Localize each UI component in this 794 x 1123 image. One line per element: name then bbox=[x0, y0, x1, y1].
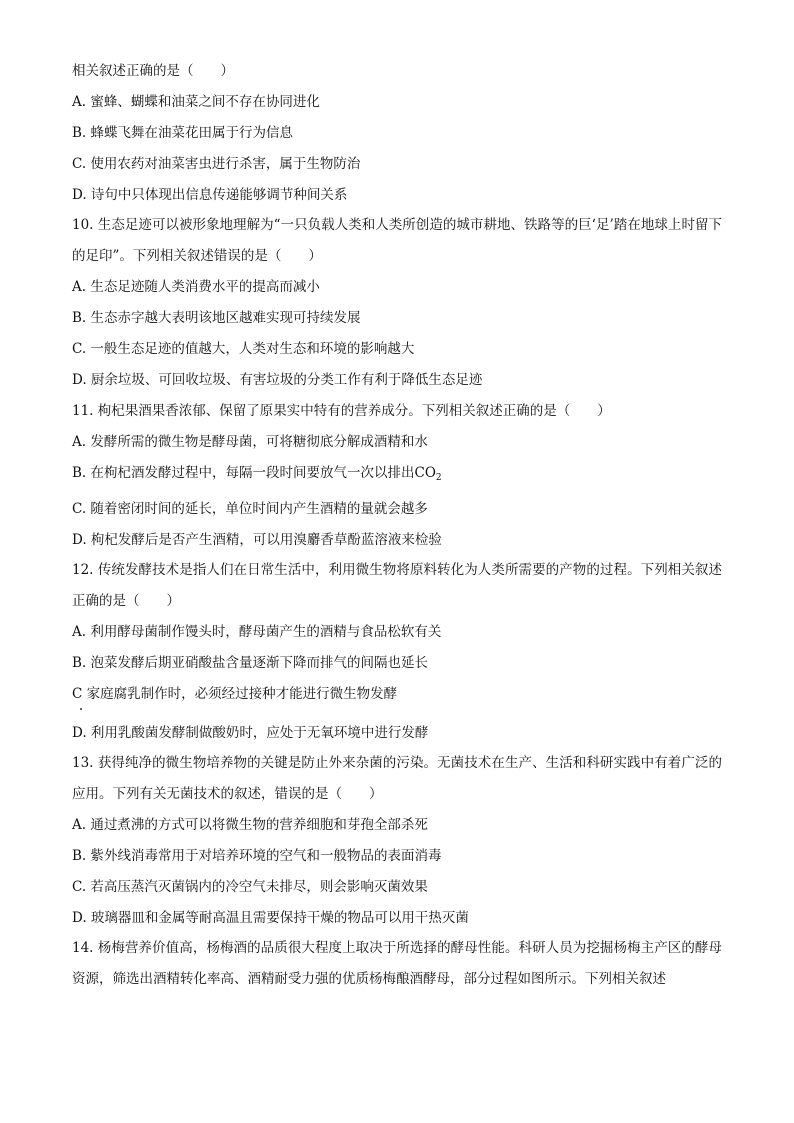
question-10-option-d: D. 厨余垃圾、可回收垃圾、有害垃圾的分类工作有利于降低生态足迹 bbox=[72, 372, 483, 388]
question-12-option-d: D. 利用乳酸菌发酵制做酸奶时，应处于无氧环境中进行发酵 bbox=[72, 725, 429, 741]
question-10-option-c: C. 一般生态足迹的值越大，人类对生态和环境的影响越大 bbox=[72, 341, 415, 357]
question-11-option-d: D. 枸杞发酵后是否产生酒精，可以用溴麝香草酚蓝溶液来检验 bbox=[72, 532, 442, 548]
question-10-option-b: B. 生态赤字越大表明该地区越难实现可持续发展 bbox=[72, 310, 361, 326]
question-13-option-c: C. 若高压蒸汽灭菌锅内的冷空气未排尽，则会影响灭菌效果 bbox=[72, 879, 428, 895]
co2-subscript: 2 bbox=[435, 473, 442, 483]
question-14 bbox=[72, 933, 722, 995]
question-11-option-b bbox=[72, 464, 722, 488]
question-13-option-a: A. 通过煮沸的方式可以将微生物的营养细胞和芽孢全部杀死 bbox=[72, 817, 428, 833]
question-9-stem: 相关叙述正确的是（ ） bbox=[72, 63, 234, 79]
question-12 bbox=[72, 555, 722, 743]
question-11-option-a: A. 发酵所需的微生物是酵母菌，可将糖彻底分解成酒精和水 bbox=[72, 434, 428, 450]
question-9-option-c: C. 使用农药对油菜害虫进行杀害，属于生物防治 bbox=[72, 156, 361, 172]
question-12-stem: 12. 传统发酵技术是指人们在日常生活中，利用微生物将原料转化为人类所需要的产物的过程。下列相关叙述正确的是（ ） bbox=[72, 562, 722, 609]
question-11-option-c: C. 随着密闭时间的延长，单位时间内产生酒精的量就会越多 bbox=[72, 501, 428, 517]
document-page bbox=[72, 62, 722, 995]
question-13-option-b: B. 紫外线消毒常用于对培养环境的空气和一般物品的表面消毒 bbox=[72, 848, 442, 864]
question-12-option-a: A. 利用酵母菌制作馒头时，酵母菌产生的酒精与食品松软有关 bbox=[72, 624, 442, 640]
question-11 bbox=[72, 402, 722, 550]
question-12-option-c: C 家庭腐乳制作时，必须经过接种才能进行微生物发酵 bbox=[72, 686, 398, 702]
question-9 bbox=[72, 62, 722, 205]
question-11-option-b-text: B. 在枸杞酒发酵过程中，每隔一段时间要放气一次以排出CO bbox=[72, 465, 436, 481]
question-13 bbox=[72, 748, 722, 928]
question-13-option-d: D. 玻璃器皿和金属等耐高温且需要保持干燥的物品可以用干热灭菌 bbox=[72, 910, 469, 926]
stray-mark-row bbox=[72, 704, 722, 718]
question-9-option-d: D. 诗句中只体现出信息传递能够调节种间关系 bbox=[72, 187, 348, 203]
question-10 bbox=[72, 210, 722, 390]
question-9-option-a: A. 蜜蜂、蝴蝶和油菜之间不存在协同进化 bbox=[72, 94, 320, 110]
question-13-stem: 13. 获得纯净的微生物培养物的关键是防止外来杂菌的污染。无菌技术在生产、生活和科研实践中有着广泛的应用。下列有关无菌技术的叙述，错误的是（ ） bbox=[72, 755, 722, 802]
stray-dot bbox=[80, 708, 82, 710]
question-10-stem: 10. 生态足迹可以被形象地理解为“一只负载人类和人类所创造的城市耕地、铁路等的巨‘足’踏在地球上时留下的足印”。下列相关叙述错误的是（ ） bbox=[72, 217, 722, 264]
question-9-option-b: B. 蜂蝶飞舞在油菜花田属于行为信息 bbox=[72, 125, 294, 141]
question-10-option-a: A. 生态足迹随人类消费水平的提高而减小 bbox=[72, 279, 320, 295]
question-14-stem: 14. 杨梅营养价值高，杨梅酒的品质很大程度上取决于所选择的酵母性能。科研人员为挖掘杨梅主产区的酵母资源，筛选出酒精转化率高、酒精耐受力强的优质杨梅酿酒酵母，部分过程如图所示。下列相关叙述 bbox=[72, 940, 722, 987]
question-11-stem: 11. 枸杞果酒果香浓郁、保留了原果实中特有的营养成分。下列相关叙述正确的是（ ） bbox=[72, 403, 611, 419]
question-12-option-b: B. 泡菜发酵后期亚硝酸盐含量逐渐下降而排气的间隔也延长 bbox=[72, 655, 429, 671]
